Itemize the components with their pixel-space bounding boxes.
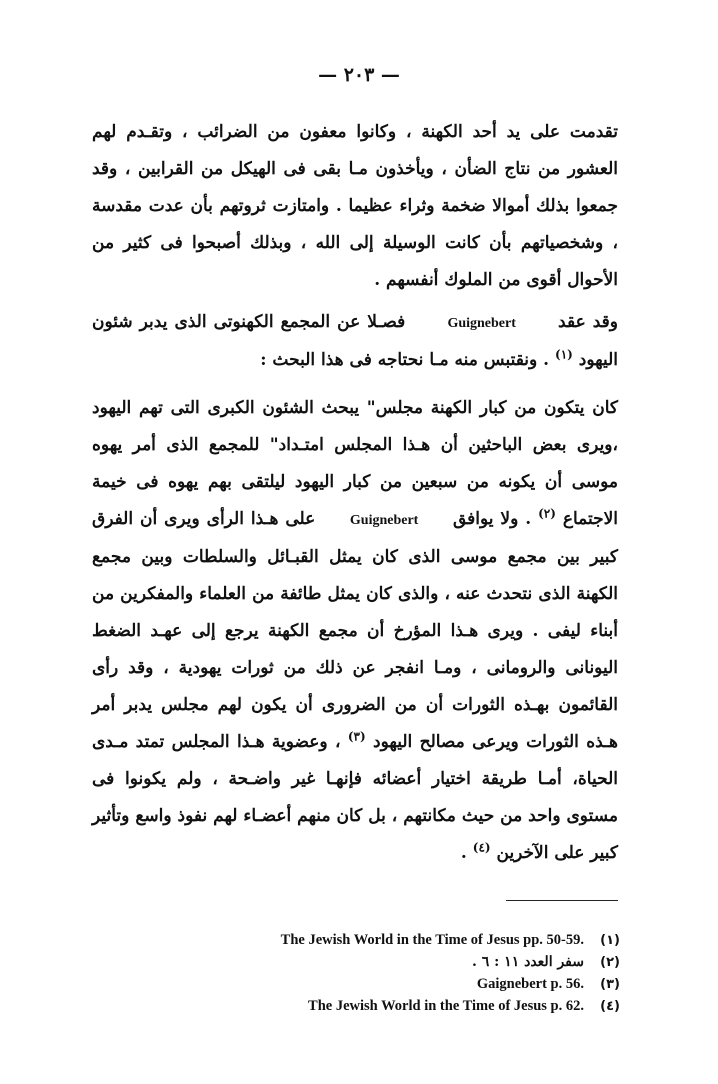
paragraph-text-segment: . ونقتبس منه مـا نحتاجه فى هذا البحث : [260,350,550,370]
footnote-2 [120,954,620,976]
paragraph-text-segment: على هـذا الرأى ويرى أن الفرق كبير بين مجمع موسى الذى كان يمثل القبـائل والسلطات وبين مجمع الكهنة الذى نتحدث عنه ، والذى كان يمثل طائفة من العلماء والمفكرين من أبناء ليفى . ويرى هـذا المؤرخ أن مجمع الكهنة يرجع إلى عهـد الضغط اليونانى والرومانى ، ومـا انفجر عن ذلك من ثورات يهودية ، وقد رأى القائمون بهـذه الثورات أن من الضرورى أن يكون لهم مجلس يدبر أمر هـذه الثورات ويرعى مصالح اليهود [92,509,618,752]
paragraph-text [92,390,618,872]
paragraph-text-segment: فصـلا عن المجمع الكهنوتى الذى يدبر شئون اليهود [92,312,618,370]
footnote-number: (٢) [600,955,620,970]
footnote-text: Gaignebert p. 56. [476,976,584,992]
paragraph-text-segment: وقد عقد [558,312,618,332]
author-name-latin: Guignebert [349,513,419,528]
paragraph-text-segment: . [460,843,467,863]
footnote-text: The Jewish World in the Time of Jesus p. 62. [308,998,584,1014]
paragraph-text-segment: . ولا يوافق [452,509,532,529]
footnote-4 [120,998,620,1020]
footnotes [120,932,620,1020]
author-name-latin: Guignebert [447,316,516,331]
paragraph-text: تقدمت على يد أحد الكهنة ، وكانوا معفون من الضرائب ، وتقـدم لهم العشور من نتاج الضأن ، ويأخذون مـا بقى فى الهيكل من القرابين ، وقد جمعوا بذلك أموالا ضخمة وثراء عظيما . وامتازت ثروتهم بأن عدت مقدسة ، وشخصياتهم بأن كانت الوسيلة إلى الله ، وبذلك أصبحوا فى كثير من الأحوال أقوى من الملوك أنفسهم . [92,122,618,290]
footnote-1 [120,932,620,954]
paragraph-text-segment: كان يتكون من كبار الكهنة مجلس" يبحث الشئون الكبرى التى تهم اليهود ،ويرى بعض الباحثين أن هـذا المجلس امتـداد" للمجمع الذى أمر يهوه موسى أن يكونه من سبعين من كبار اليهود ليلتقى بهم يهوه فى خيمة الاجتماع [92,398,619,529]
footnote-reference: (١) [555,347,573,362]
paragraph-3 [92,390,618,872]
footnote-text: سفر العدد ١١ : ٦ . [471,954,584,970]
paragraph-text-segment: ، وعضوية هـذا المجلس تمتد مـدى الحياة، أمـا طريقة اختيار أعضائه فإنهـا غير واضـحة ، ولم يكونوا فى مستوى واحد من حيث مكانتهم ، بل كان منهم أعضـاء لهم نفوذ واسع وتأثير كبير على الآخرين [92,732,618,863]
footnote-number: (٣) [600,977,620,992]
footnote-text: The Jewish World in the Time of Jesus pp. 50-59. [280,932,584,948]
footnote-number: (٤) [600,999,620,1014]
paragraph-text [92,304,618,379]
paragraph-2 [92,304,618,379]
footnote-reference: (٢) [538,506,556,521]
footnote-reference: (٣) [347,729,366,744]
footnote-reference: (٤) [472,840,491,855]
footnote-divider [506,900,618,901]
paragraph-1 [92,114,618,299]
footnote-3 [120,976,620,998]
footnote-number: (١) [600,933,620,948]
page-number: — ٢٠٣ — [318,64,400,86]
